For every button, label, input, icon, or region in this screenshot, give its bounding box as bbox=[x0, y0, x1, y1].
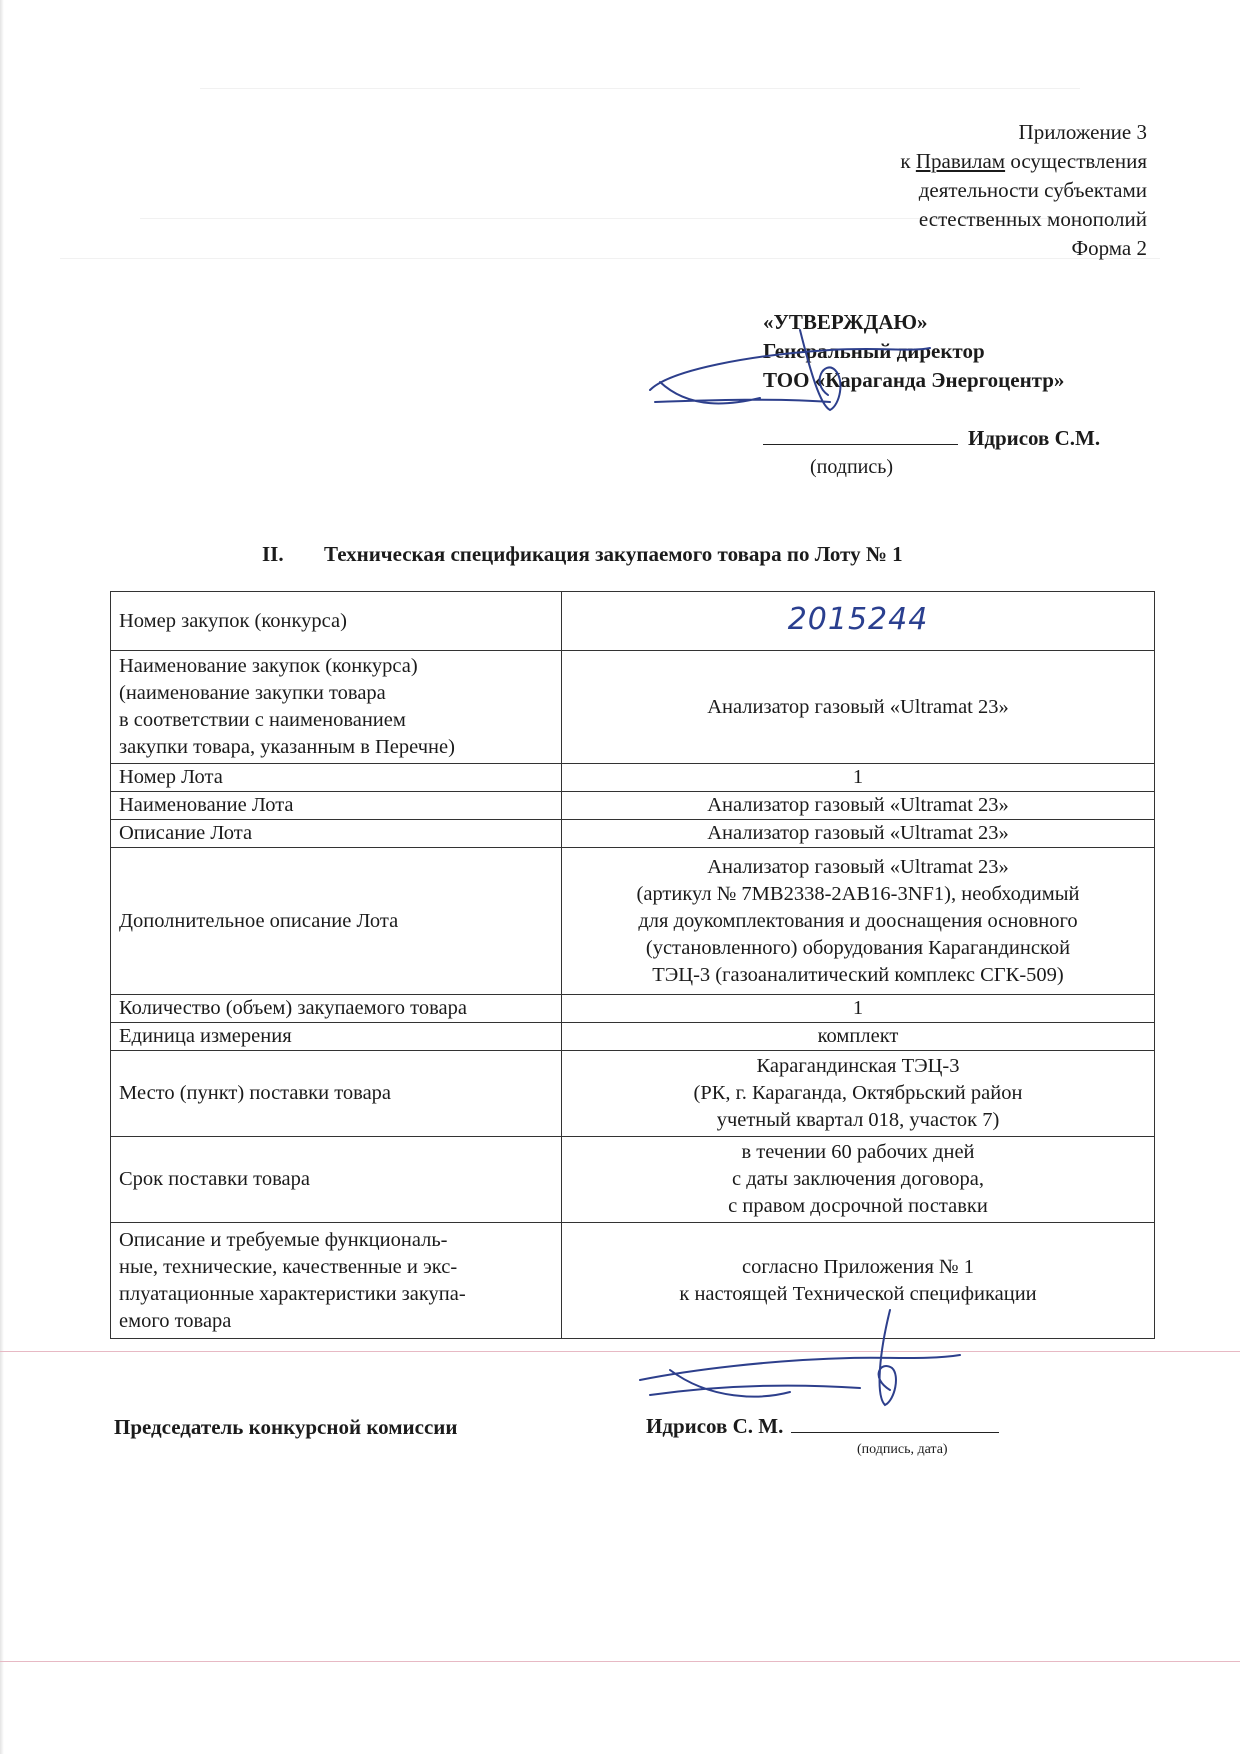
section-title: Техническая спецификация закупаемого товара по Лоту № 1 bbox=[324, 542, 903, 566]
lot-name-label: Наименование Лота bbox=[111, 792, 562, 820]
form-number: Форма 2 bbox=[1071, 236, 1147, 260]
label-line: (наименование закупки товара bbox=[119, 682, 386, 704]
approval-signer: Идрисов С.М. bbox=[968, 426, 1101, 450]
footer-signature-caption: (подпись, дата) bbox=[857, 1442, 948, 1457]
value-line: Анализатор газовый «Ultramat 23» bbox=[707, 855, 1009, 878]
table-row bbox=[111, 1223, 1155, 1339]
value-line: учетный квартал 018, участок 7) bbox=[716, 1109, 1000, 1131]
rules-link[interactable]: Правилам bbox=[915, 149, 1006, 173]
label-line: плуатационные характеристики закупа- bbox=[119, 1282, 466, 1305]
specification-table bbox=[110, 591, 1155, 1339]
table-row bbox=[111, 1051, 1155, 1137]
annex-prefix: к bbox=[900, 149, 911, 173]
approval-title: «УТВЕРЖДАЮ» bbox=[763, 310, 928, 334]
procurement-number-label: Номер закупок (конкурса) bbox=[111, 592, 562, 651]
quantity-value: 1 bbox=[562, 995, 1155, 1023]
label-line: Описание и требуемые функциональ- bbox=[119, 1228, 448, 1251]
value-line: (РК, г. Караганда, Октябрьский район bbox=[693, 1082, 1023, 1104]
value-line: в течении 60 рабочих дней bbox=[741, 1141, 975, 1163]
table-row bbox=[111, 848, 1155, 995]
value-line: согласно Приложения № 1 bbox=[742, 1255, 974, 1278]
approval-block bbox=[763, 308, 1163, 395]
signature-blank[interactable] bbox=[763, 424, 958, 445]
value-line: с правом досрочной поставки bbox=[728, 1195, 988, 1217]
requirements-value bbox=[562, 1223, 1155, 1339]
value-line: (артикул № 7MB2338-2AB16-3NF1), необходимый bbox=[636, 882, 1080, 905]
delivery-place-label: Место (пункт) поставки товара bbox=[111, 1051, 562, 1137]
table-row bbox=[111, 995, 1155, 1023]
delivery-place-value bbox=[562, 1051, 1155, 1137]
handwritten-procurement-number: 2015244 bbox=[787, 601, 929, 637]
approval-signature-row bbox=[763, 424, 1100, 451]
annex-monopolies: естественных монополий bbox=[918, 207, 1147, 231]
value-line: Карагандинская ТЭЦ-3 bbox=[756, 1055, 960, 1077]
value-line: с даты заключения договора, bbox=[732, 1168, 984, 1190]
delivery-term-label: Срок поставки товара bbox=[111, 1137, 562, 1223]
label-line: емого товара bbox=[119, 1309, 232, 1332]
footer-signature-row bbox=[646, 1412, 999, 1439]
chairman-name: Идрисов С. М. bbox=[646, 1414, 784, 1438]
procurement-name-value: Анализатор газовый «Ultramat 23» bbox=[562, 651, 1155, 764]
page-margin-line bbox=[0, 1351, 1240, 1352]
table-row bbox=[111, 820, 1155, 848]
annex-number: Приложение 3 bbox=[1018, 120, 1147, 144]
additional-description-value bbox=[562, 848, 1155, 995]
lot-description-value: Анализатор газовый «Ultramat 23» bbox=[562, 820, 1155, 848]
section-number: II. bbox=[262, 542, 284, 566]
chairman-label: Председатель конкурсной комиссии bbox=[114, 1415, 458, 1439]
scan-bleed-line bbox=[200, 88, 1080, 89]
procurement-number-value bbox=[562, 592, 1155, 651]
approval-position: Генеральный директор bbox=[763, 339, 985, 363]
value-line: (установленного) оборудования Карагандинской bbox=[645, 936, 1071, 959]
label-line: ные, технические, качественные и экс- bbox=[119, 1255, 458, 1278]
annex-rules-line bbox=[747, 147, 1147, 176]
lot-description-label: Описание Лота bbox=[111, 820, 562, 848]
scan-edge-shadow bbox=[0, 0, 4, 1754]
page-margin-line bbox=[0, 1661, 1240, 1662]
lot-name-value: Анализатор газовый «Ultramat 23» bbox=[562, 792, 1155, 820]
annex-subjects: деятельности субъектами bbox=[918, 178, 1147, 202]
table-row bbox=[111, 592, 1155, 651]
value-line: ТЭЦ-3 (газоаналитический комплекс СГК-509) bbox=[652, 963, 1064, 986]
table-row bbox=[111, 792, 1155, 820]
delivery-term-value bbox=[562, 1137, 1155, 1223]
label-line: Наименование закупок (конкурса) bbox=[119, 655, 418, 677]
annex-header bbox=[747, 118, 1147, 263]
label-line: в соответствии с наименованием bbox=[119, 709, 406, 731]
annex-suffix: осуществления bbox=[1010, 149, 1147, 173]
table-row bbox=[111, 651, 1155, 764]
unit-label: Единица измерения bbox=[111, 1023, 562, 1051]
signature-caption: (подпись) bbox=[810, 456, 894, 478]
table-row bbox=[111, 764, 1155, 792]
value-line: к настоящей Технической спецификации bbox=[679, 1282, 1037, 1305]
lot-number-value: 1 bbox=[562, 764, 1155, 792]
additional-description-label: Дополнительное описание Лота bbox=[111, 848, 562, 995]
table-row bbox=[111, 1137, 1155, 1223]
unit-value: комплект bbox=[562, 1023, 1155, 1051]
procurement-name-label bbox=[111, 651, 562, 764]
quantity-label: Количество (объем) закупаемого товара bbox=[111, 995, 562, 1023]
table-row bbox=[111, 1023, 1155, 1051]
approval-organization: ТОО «Караганда Энергоцентр» bbox=[763, 368, 1065, 392]
lot-number-label: Номер Лота bbox=[111, 764, 562, 792]
label-line: закупки товара, указанным в Перечне) bbox=[119, 736, 455, 758]
footer-signature-blank[interactable] bbox=[791, 1412, 999, 1433]
requirements-label bbox=[111, 1223, 562, 1339]
value-line: для доукомплектования и дооснащения основного bbox=[638, 909, 1078, 932]
section-heading bbox=[262, 542, 903, 567]
